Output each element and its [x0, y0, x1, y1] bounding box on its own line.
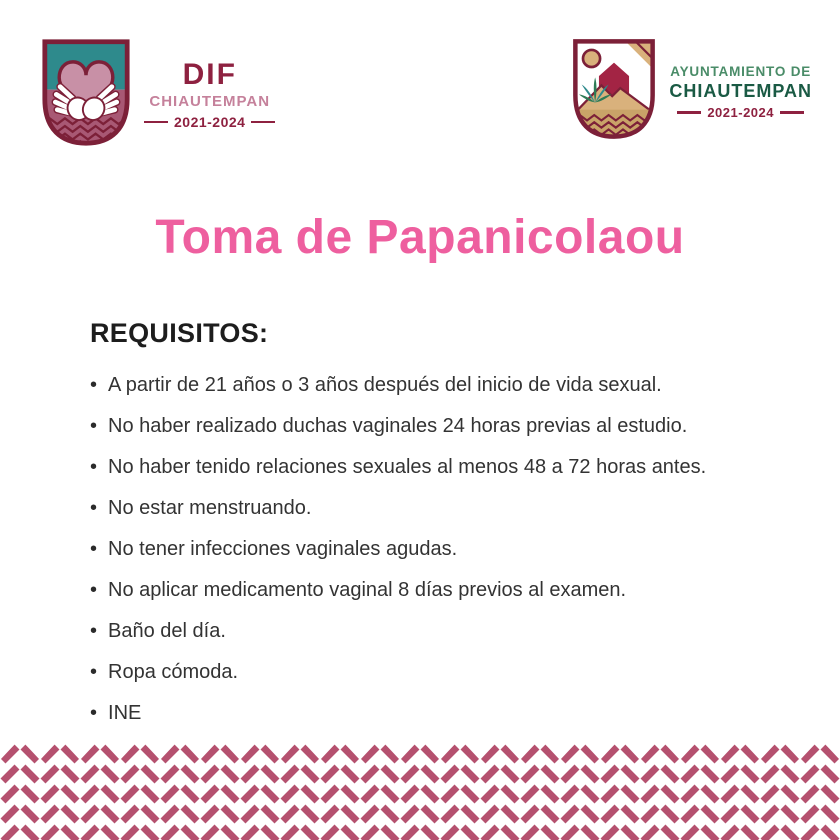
dif-logo-city: CHIAUTEMPAN: [149, 93, 271, 110]
ayuntamiento-logo-term: 2021-2024: [707, 105, 774, 120]
ayuntamiento-logo-line1: AYUNTAMIENTO DE: [670, 64, 812, 79]
requirement-item: • No haber realizado duchas vaginales 24 horas previas al estudio.: [90, 416, 792, 437]
dash-line: [144, 121, 168, 124]
herringbone-pattern-icon: [0, 744, 840, 840]
dif-logo-text: [144, 60, 275, 130]
dash-line: [251, 121, 275, 124]
requirement-item: • No haber tenido relaciones sexuales al menos 48 a 72 horas antes.: [90, 457, 792, 478]
requirements-section: [90, 318, 792, 744]
requirement-item: • No tener infecciones vaginales agudas.: [90, 539, 792, 560]
requirement-item: • A partir de 21 años o 3 años después del inicio de vida sexual.: [90, 375, 792, 396]
ayuntamiento-logo: [569, 36, 812, 142]
requirement-item: • Baño del día.: [90, 621, 792, 642]
requirement-item: • No aplicar medicamento vaginal 8 días previos al examen.: [90, 580, 792, 601]
dif-logo-term-row: [144, 114, 275, 130]
page-title: Toma de Papanicolaou: [155, 211, 685, 264]
dif-logo: [38, 36, 275, 149]
dash-line: [780, 111, 804, 114]
requirements-heading: REQUISITOS:: [90, 318, 269, 348]
dif-logo-title: DIF: [182, 58, 237, 91]
ayuntamiento-logo-title: CHIAUTEMPAN: [669, 81, 812, 101]
ayuntamiento-logo-text: [669, 64, 812, 120]
ayuntamiento-shield-icon: [569, 36, 659, 142]
dif-shield-icon: [38, 36, 134, 149]
requirement-item: • No estar menstruando.: [90, 498, 792, 519]
requirement-item: • Ropa cómoda.: [90, 662, 792, 683]
ayuntamiento-logo-term-row: [677, 105, 804, 120]
herringbone-pattern: [0, 744, 840, 840]
dif-logo-term: 2021-2024: [174, 114, 246, 130]
header: [38, 36, 812, 149]
requirements-list: [90, 375, 792, 724]
dash-line: [677, 111, 701, 114]
sun-icon: [583, 50, 600, 67]
requirement-item: • INE: [90, 703, 792, 724]
